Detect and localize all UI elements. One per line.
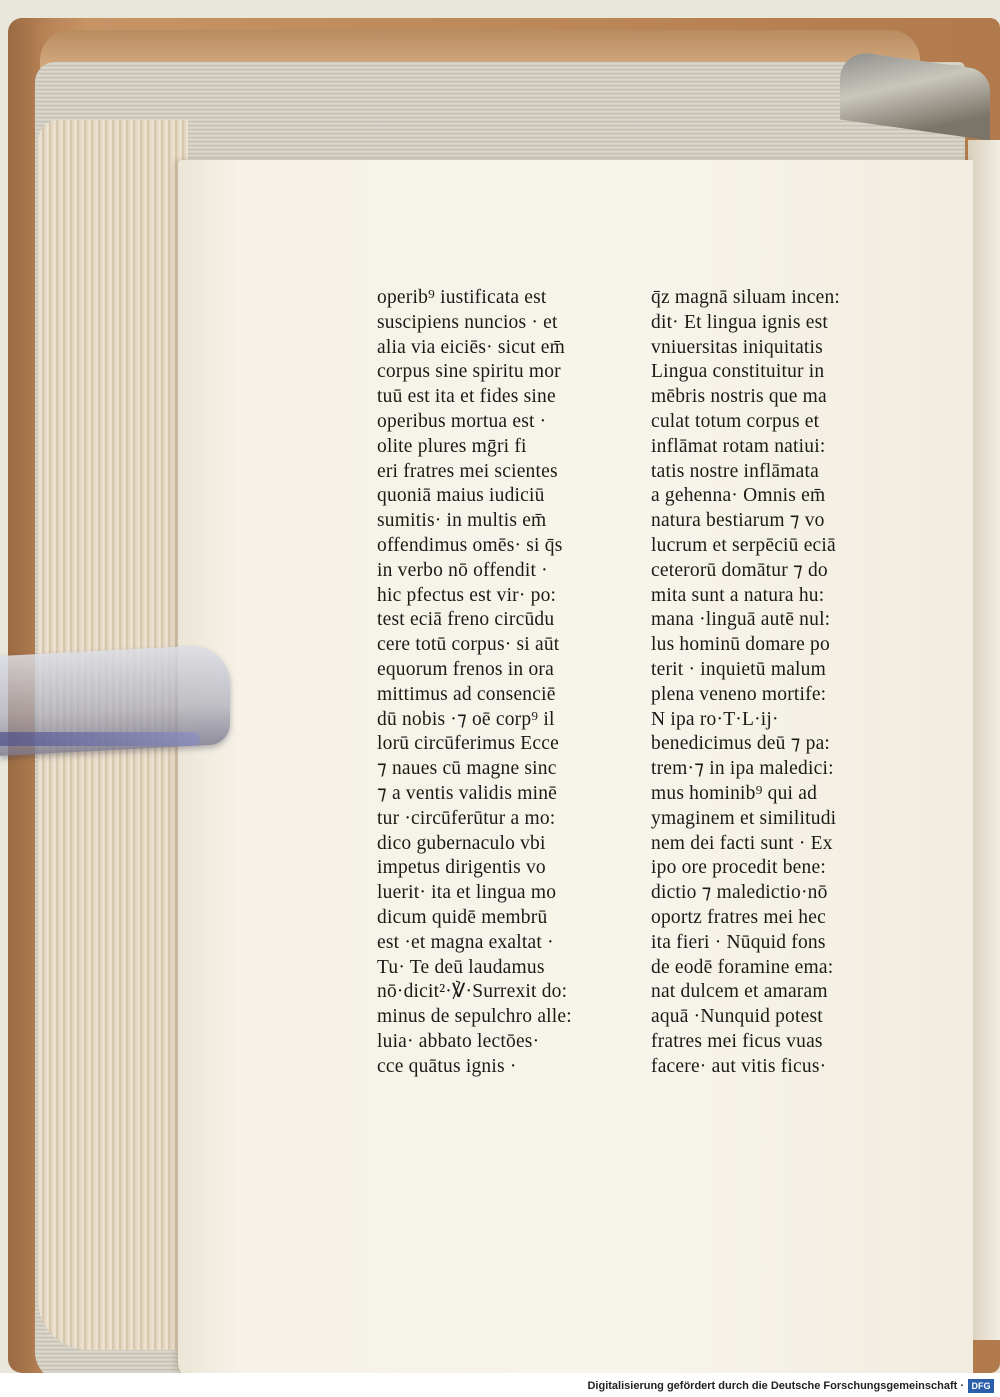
funding-credit: Digitalisierung gefördert durch die Deutsche Forschungsgemeinschaft · [587,1380,964,1392]
text-line: trem·⁊ in ipa maledici: [651,758,834,780]
text-line: nō·dicit²·℣·Surrexit do: [377,981,568,1003]
text-line: dicum quidē membrū [377,906,548,928]
text-line: olite plures mḡri fi [377,435,527,457]
text-line: mittimus ad consenciē [377,683,556,705]
text-line: quoniā maius iudiciū [377,485,545,507]
text-line: offendimus omēs· si q̄s [377,534,563,556]
text-line: in verbo nō offendit · [377,559,548,581]
text-line: q̄z magnā siluam incen: [651,287,841,308]
text-line: mita sunt a natura hu: [651,584,825,606]
text-line: natura bestiarum ⁊ vo [651,510,825,532]
text-line: dū nobis ·⁊ oē corp⁹ il [377,708,555,730]
text-line: tatis nostre inflāmata [651,460,819,482]
text-line: lucrum et serpēciū eciā [651,534,836,556]
text-line: ymaginem et similitudi [651,807,837,829]
text-line: luia· abbato lectōes· [377,1030,540,1052]
text-line: alia via eiciēs· sicut em̄ [377,336,566,358]
text-line: dit· Et lingua ignis est [651,311,829,333]
page-holder-edge [0,732,200,746]
text-line: corpus sine spiritu mor [377,361,561,383]
text-line: de eodē foramine ema: [651,956,834,978]
text-line: test eciā freno circūdu [377,609,555,631]
text-line: ipo ore procedit bene: [651,857,826,879]
text-line: sumitis· in multis em̄ [377,510,547,532]
text-line: ita fieri · Nūquid fons [651,931,826,953]
text-line: nat dulcem et amaram [651,981,828,1003]
text-line: mus hominib⁹ qui ad [651,782,818,804]
text-line: benedicimus deū ⁊ pa: [651,733,831,755]
text-line: cce quātus ignis · [377,1055,517,1077]
text-line: culat totum corpus et [651,410,820,432]
dfg-logo: DFG [968,1379,994,1393]
text-line: ⁊ naues cū magne sinc [377,758,557,780]
text-line: nem dei facti sunt · Ex [651,832,833,854]
text-line: impetus dirigentis vo [377,857,546,879]
text-line: suscipiens nuncios · et [377,311,558,333]
text-line: plena veneno mortife: [651,683,827,705]
text-line: dico gubernaculo vbi [377,832,546,854]
text-line: inflāmat rotam natiui: [651,435,826,457]
text-line: eri fratres mei scientes [377,460,558,482]
text-line: tur ·circūferūtur a mo: [377,807,556,829]
right-text-column [651,286,901,1080]
text-line: a gehenna· Omnis em̄ [651,485,826,507]
text-line: facere· aut vitis ficus· [651,1055,827,1077]
text-line: oportz fratres mei hec [651,906,826,928]
text-line: mana ·linguā autē nul: [651,609,831,631]
text-line: ⁊ a ventis validis minē [377,782,558,804]
text-line: equorum frenos in ora [377,658,554,680]
text-line: operibus mortua est · [377,410,547,432]
text-line: vniuersitas iniquitatis [651,336,823,358]
text-line: minus de sepulchro alle: [377,1006,572,1028]
text-line: N ipa ro·T·L·ij· [651,708,779,730]
text-line: terit · inquietū malum [651,658,826,680]
text-line: fratres mei ficus vuas [651,1030,823,1052]
text-line: Lingua constituitur in [651,361,825,383]
text-line: tuū est ita et fides sine [377,386,556,408]
text-line: est ·et magna exaltat · [377,931,554,953]
text-line: dictio ⁊ maledictio·nō [651,882,828,904]
footer-bar [0,1373,1000,1397]
text-line: aquā ·Nunquid potest [651,1006,823,1028]
left-text-column [377,286,627,1080]
text-line: mēbris nostris que ma [651,386,827,408]
text-line: ceterorū domātur ⁊ do [651,559,828,581]
text-line: luerit· ita et lingua mo [377,882,557,904]
text-line: operib⁹ iustificata est [377,287,547,308]
text-line: lus hominū domare po [651,634,830,656]
text-line: hic pfectus est vir· po: [377,584,557,606]
text-line: lorū circūferimus Ecce [377,733,559,755]
text-line: cere totū corpus· si aūt [377,634,560,656]
text-line: Tu· Te deū laudamus [377,956,545,978]
